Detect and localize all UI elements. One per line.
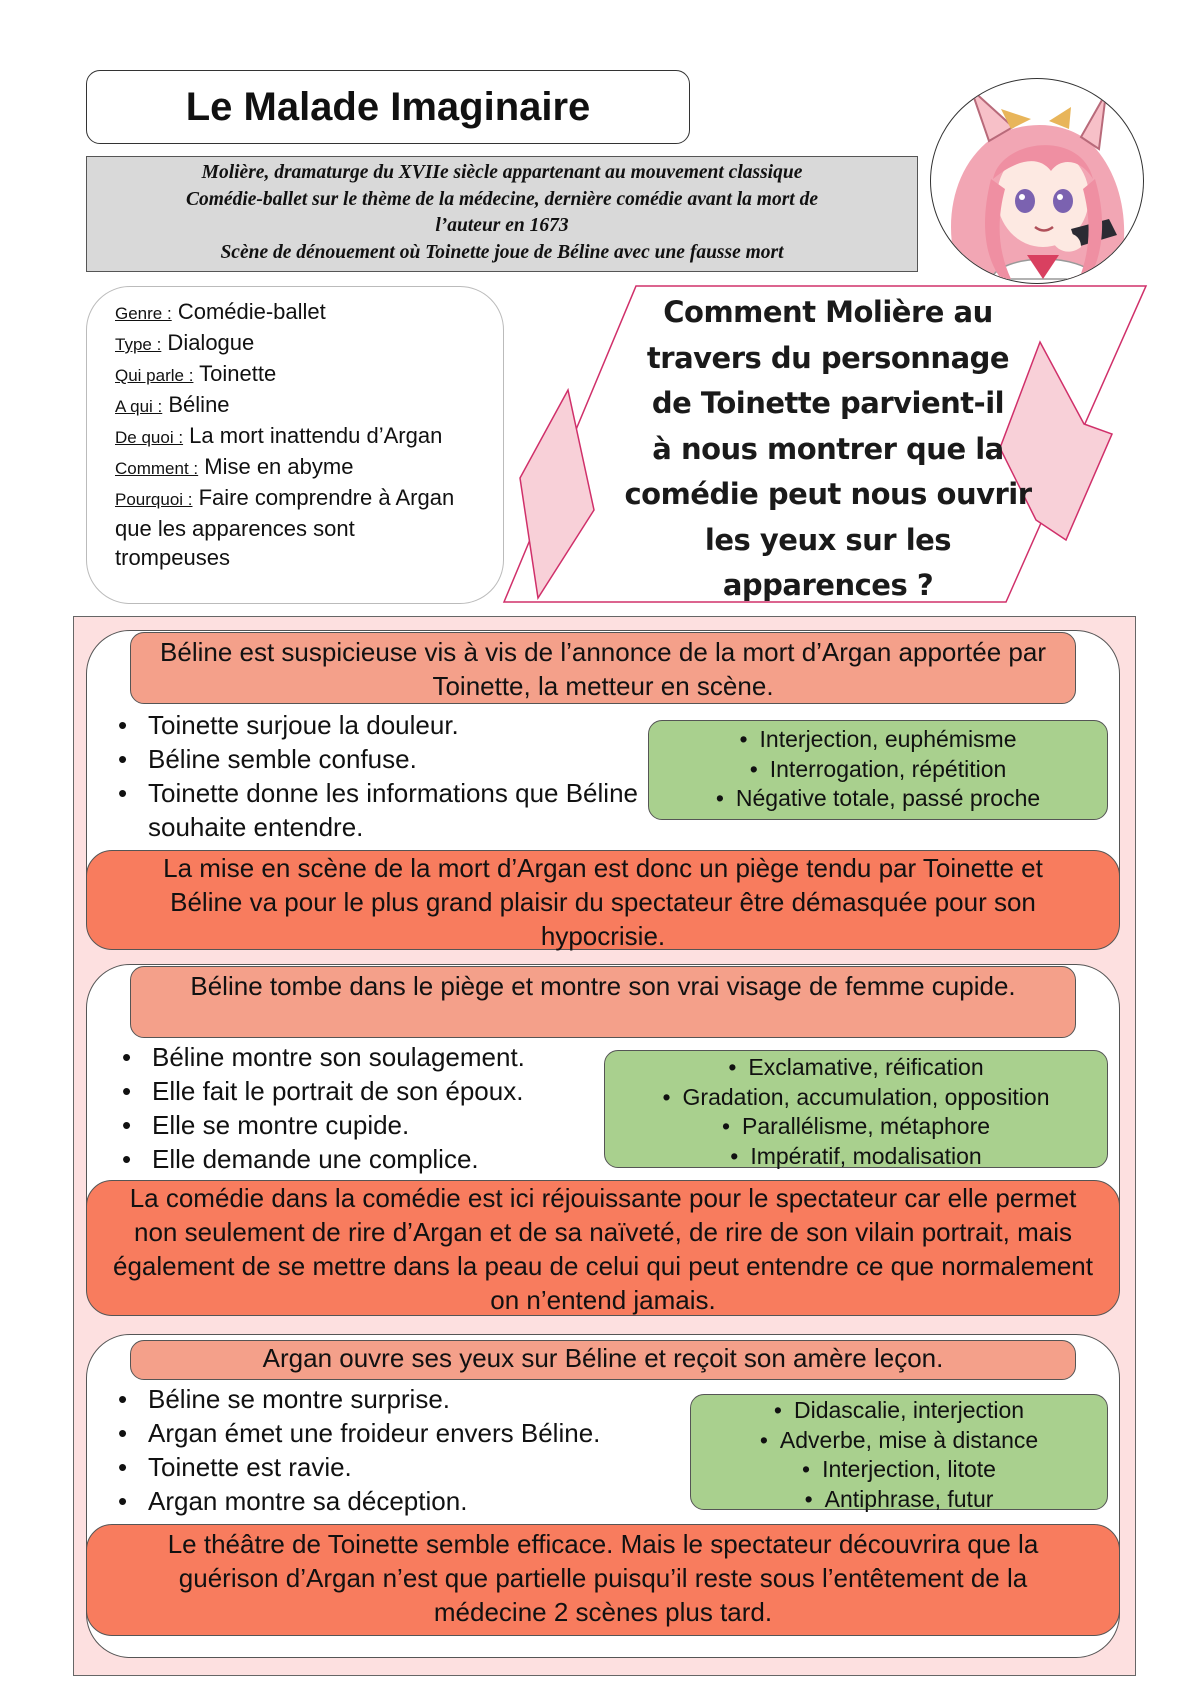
detail-addressee <box>115 390 503 421</box>
detail-value: Dialogue <box>161 330 255 355</box>
detail-label: Pourquoi : <box>115 490 193 509</box>
question-line: à nous montrer que la <box>652 431 1004 466</box>
section-3-conclusion: Le théâtre de Toinette semble efficace. Mais le spectateur découvrira que la guérison d’Argan n’est que partielle puisqu’il reste sous l’entêtement de la médecine 2 scènes plus tard. <box>86 1524 1120 1636</box>
list-item: • Béline se montre surprise. <box>112 1382 692 1416</box>
detail-type <box>115 328 503 359</box>
detail-why <box>115 483 465 572</box>
detail-value: Comédie-ballet <box>171 299 326 324</box>
device-item: • Gradation, accumulation, opposition <box>605 1083 1107 1113</box>
list-item: • Béline montre son soulagement. <box>116 1040 606 1074</box>
detail-how <box>115 452 503 483</box>
section-1-conclusion: La mise en scène de la mort d’Argan est donc un piège tendu par Toinette et Béline va pour le plus grand plaisir du spectateur être démasquée pour son hypocrisie. <box>86 850 1120 950</box>
detail-label: Qui parle : <box>115 366 194 385</box>
list-item: • Elle demande une complice. <box>116 1142 606 1176</box>
section-2-devices <box>604 1050 1108 1168</box>
section-2-bullets <box>116 1040 606 1176</box>
details-box <box>86 286 504 604</box>
section-3-title: Argan ouvre ses yeux sur Béline et reçoit son amère leçon. <box>130 1340 1076 1380</box>
anime-character-portrait-icon <box>931 79 1144 284</box>
list-item: • Toinette est ravie. <box>112 1450 692 1484</box>
question-line: comédie peut nous ouvrir <box>624 477 1032 511</box>
question-line: Comment Molière au <box>663 295 993 329</box>
device-item: • Impératif, modalisation <box>605 1142 1107 1172</box>
info-box <box>86 156 918 272</box>
section-3-bullets <box>112 1382 692 1518</box>
detail-value: Béline <box>162 392 230 417</box>
detail-genre <box>115 297 503 328</box>
avatar <box>930 78 1144 284</box>
question-line: de Toinette parvient-il <box>651 386 1005 420</box>
detail-label: A qui : <box>115 397 163 416</box>
question-line: les yeux sur les <box>704 522 952 557</box>
device-item: • Interrogation, répétition <box>649 755 1107 785</box>
detail-label: De quoi : <box>115 428 184 447</box>
list-item: • Toinette surjoue la douleur. <box>112 708 642 742</box>
detail-label: Type : <box>115 335 162 354</box>
title-box <box>86 70 690 144</box>
section-1-title: Béline est suspicieuse vis à vis de l’annonce de la mort d’Argan apportée par Toinette, la metteur en scène. <box>130 632 1076 704</box>
list-item: • Elle se montre cupide. <box>116 1108 606 1142</box>
question-line: apparences ? <box>722 568 934 602</box>
device-item: • Didascalie, interjection <box>691 1396 1107 1426</box>
detail-label: Comment : <box>115 459 199 478</box>
list-item: • Argan montre sa déception. <box>112 1484 692 1518</box>
list-item: • Béline semble confuse. <box>112 742 642 776</box>
section-3-devices <box>690 1394 1108 1510</box>
list-item: • Elle fait le portrait de son époux. <box>116 1074 606 1108</box>
device-item: • Parallélisme, métaphore <box>605 1112 1107 1142</box>
detail-value: Mise en abyme <box>198 454 354 479</box>
section-2-title: Béline tombe dans le piège et montre son vrai visage de femme cupide. <box>130 966 1076 1038</box>
section-1-devices <box>648 720 1108 820</box>
device-item: • Interjection, euphémisme <box>649 725 1107 755</box>
section-2-conclusion: La comédie dans la comédie est ici réjouissante pour le spectateur car elle permet non seulement de rire d’Argan et de sa naïveté, de rire de son vilain portrait, mais également de se mettre dans la peau de celui qui peut entendre ce que normalement on n’entend jamais. <box>86 1180 1120 1316</box>
detail-label: Genre : <box>115 304 172 323</box>
detail-value: La mort inattendu d’Argan <box>183 423 443 448</box>
detail-subject <box>115 421 445 452</box>
info-line: Comédie-ballet sur le thème de la médecine, dernière comédie avant la mort de <box>185 188 818 210</box>
section-1-bullets <box>112 708 642 844</box>
list-item: • Toinette donne les informations que Béline souhaite entendre. <box>112 776 642 844</box>
page-title: Le Malade Imaginaire <box>185 84 591 129</box>
device-item: • Antiphrase, futur <box>691 1485 1107 1515</box>
detail-value: Toinette <box>193 361 277 386</box>
detail-value: Faire comprendre à Argan que les apparences sont trompeuses <box>115 485 455 570</box>
device-item: • Exclamative, réification <box>605 1053 1107 1083</box>
device-item: • Interjection, litote <box>691 1455 1107 1485</box>
central-question <box>604 290 1052 600</box>
info-line: l’auteur en 1673 <box>435 215 569 236</box>
question-line: travers du personnage <box>646 340 1010 375</box>
detail-speaker <box>115 359 503 390</box>
list-item: • Argan émet une froideur envers Béline. <box>112 1416 692 1450</box>
device-item: • Négative totale, passé proche <box>649 784 1107 814</box>
info-line: Scène de dénouement où Toinette joue de Béline avec une fausse mort <box>220 241 784 263</box>
info-line: Molière, dramaturge du XVIIe siècle appartenant au mouvement classique <box>201 162 803 183</box>
device-item: • Adverbe, mise à distance <box>691 1426 1107 1456</box>
